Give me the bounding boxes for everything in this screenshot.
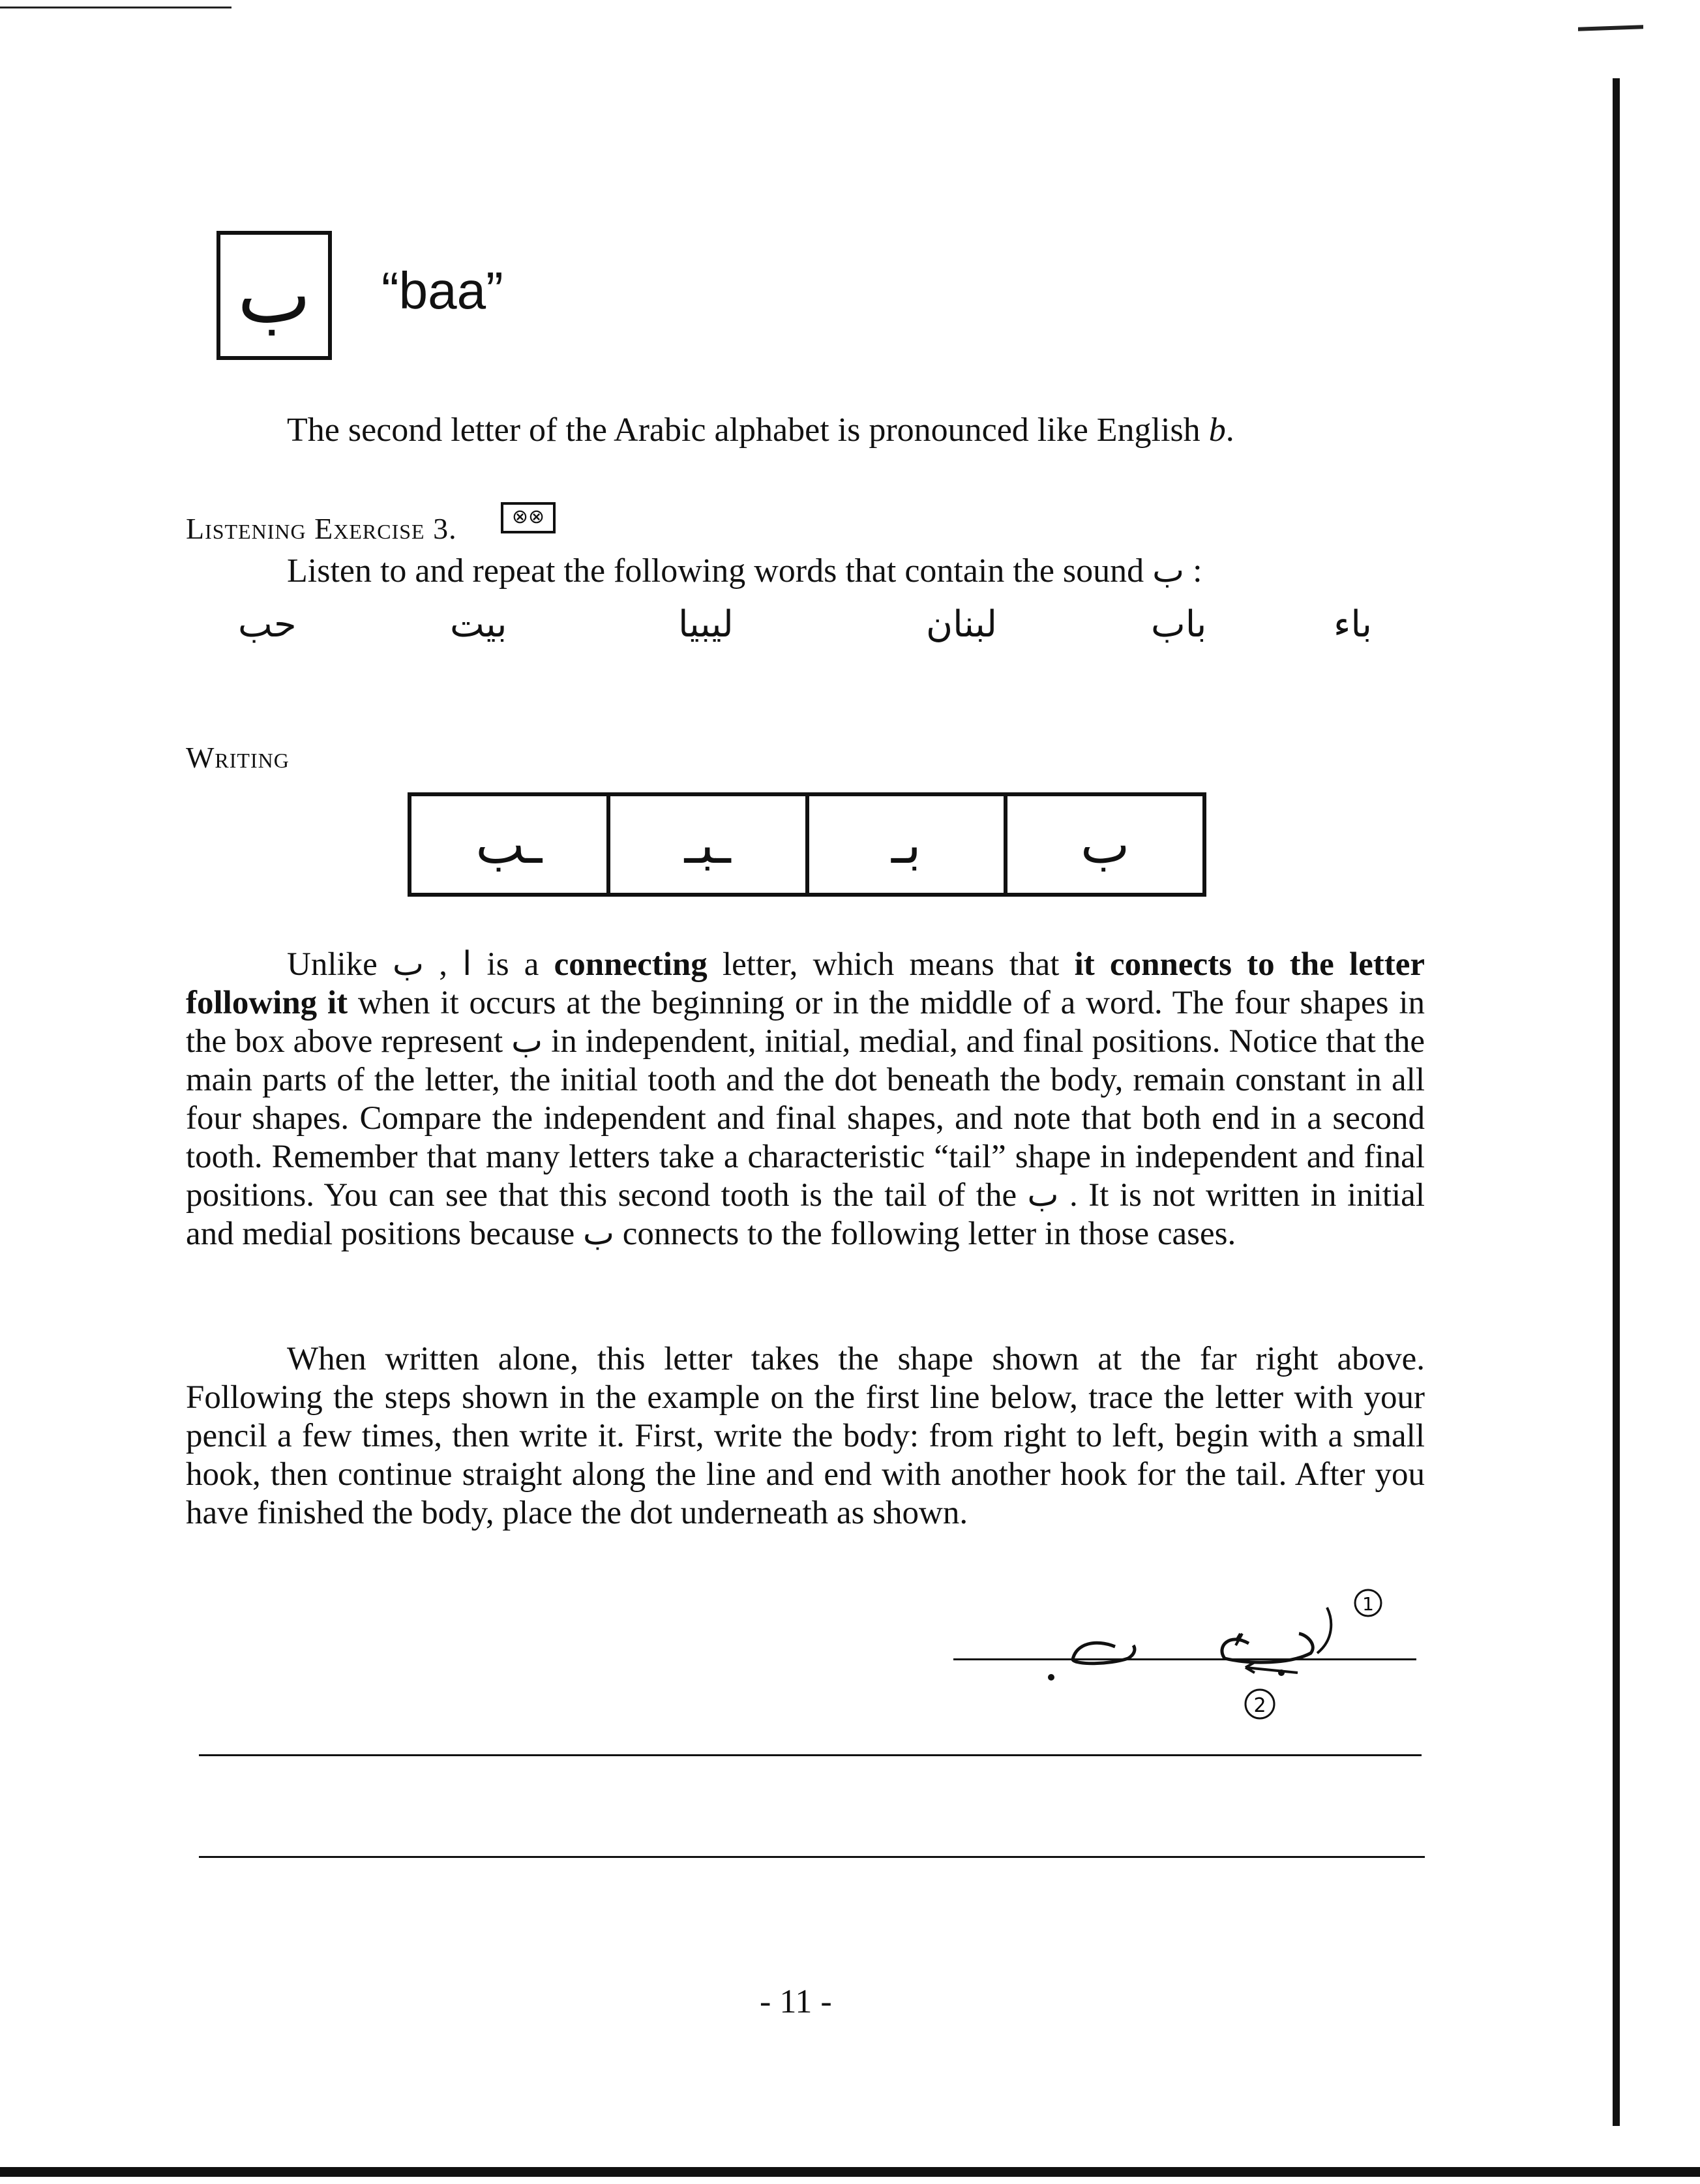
traced-letter bbox=[1073, 1643, 1135, 1663]
tail-arrow bbox=[1317, 1608, 1331, 1653]
step-1-label: 1 bbox=[1362, 1593, 1374, 1615]
traced-dot bbox=[1048, 1674, 1054, 1681]
intro-letter: b bbox=[1208, 411, 1226, 449]
word-baab: باب bbox=[1151, 603, 1207, 646]
form-medial: ـبـ bbox=[606, 796, 805, 893]
example-baseline bbox=[953, 1658, 1416, 1660]
cassette-tape-icon[interactable]: ⊗⊗ bbox=[501, 502, 556, 533]
word-lubnan: لبنان bbox=[926, 603, 998, 646]
para1-bold-1: connecting bbox=[554, 946, 708, 983]
intro-text: The second letter of the Arabic alphabet is pronounced like English bbox=[287, 411, 1209, 449]
listening-instruction: Listen to and repeat the following words that contain the sound ب : bbox=[287, 552, 1202, 590]
word-bayt: بيت bbox=[450, 603, 507, 646]
form-independent: ب bbox=[1004, 796, 1202, 893]
intro-period: . bbox=[1225, 411, 1234, 449]
scan-top-rule bbox=[0, 7, 231, 8]
word-libya: ليبيا bbox=[678, 603, 734, 646]
scan-corner-mark bbox=[1578, 25, 1643, 31]
paragraph-connecting bbox=[186, 946, 1425, 1253]
para1-text-1: Unlike ا , ب is a bbox=[287, 946, 554, 983]
form-final: ـب bbox=[475, 814, 543, 875]
listening-exercise-heading: Listening Exercise 3. bbox=[186, 512, 457, 545]
direction-arrow bbox=[1245, 1662, 1298, 1673]
word-hubb: حب bbox=[238, 603, 297, 646]
form-initial: بـ bbox=[805, 796, 1004, 893]
intro-sentence bbox=[287, 411, 1234, 449]
page-number: - 11 - bbox=[760, 1983, 832, 2020]
para1-bold-2: it connects to the letter following it bbox=[186, 946, 1425, 1021]
practice-line-2[interactable] bbox=[199, 1856, 1425, 1858]
letter-box: ب bbox=[216, 231, 332, 360]
stroke-order-example bbox=[978, 1581, 1435, 1728]
paragraph-writing-steps: When written alone, this letter takes the shape shown at the far right above. Following the steps shown in the example on the first line below, trace the letter with your pencil a few times, then write it. First, write the body: from right to left, begin with a small hook, then continue straight along the line and end with another hook for the tail. After you have finished the body, place the dot underneath as shown. bbox=[186, 1341, 1425, 1531]
example-dot bbox=[1278, 1669, 1285, 1676]
letter-name: “baa” bbox=[381, 262, 503, 320]
scan-right-edge bbox=[1613, 78, 1620, 2126]
practice-line-1[interactable] bbox=[199, 1754, 1422, 1756]
para1-text-2: letter, which means that bbox=[707, 946, 1075, 983]
para1-text-3: when it occurs at the beginning or in the middle of a word. The four shapes in the box above represent ب in independent, initial, medial, and final positions. Notice that the main parts of the letter, the initial tooth and the dot beneath the body, remain constant in all four shapes. Compare the independent and final shapes, and note that both end in a second tooth. Remember that many letters take a characteristic “tail” shape in independent and final positions. You can see that this second tooth is the tail of the ب . It is not written in initial and medial positions because ب connects to the following letter in those cases. bbox=[186, 985, 1425, 1252]
word-baa: باء bbox=[1334, 603, 1372, 646]
scan-bottom-rule bbox=[0, 2167, 1700, 2177]
step-2-label: 2 bbox=[1253, 1694, 1266, 1717]
letter-forms-box bbox=[408, 792, 1206, 897]
writing-heading: Writing bbox=[186, 741, 290, 774]
